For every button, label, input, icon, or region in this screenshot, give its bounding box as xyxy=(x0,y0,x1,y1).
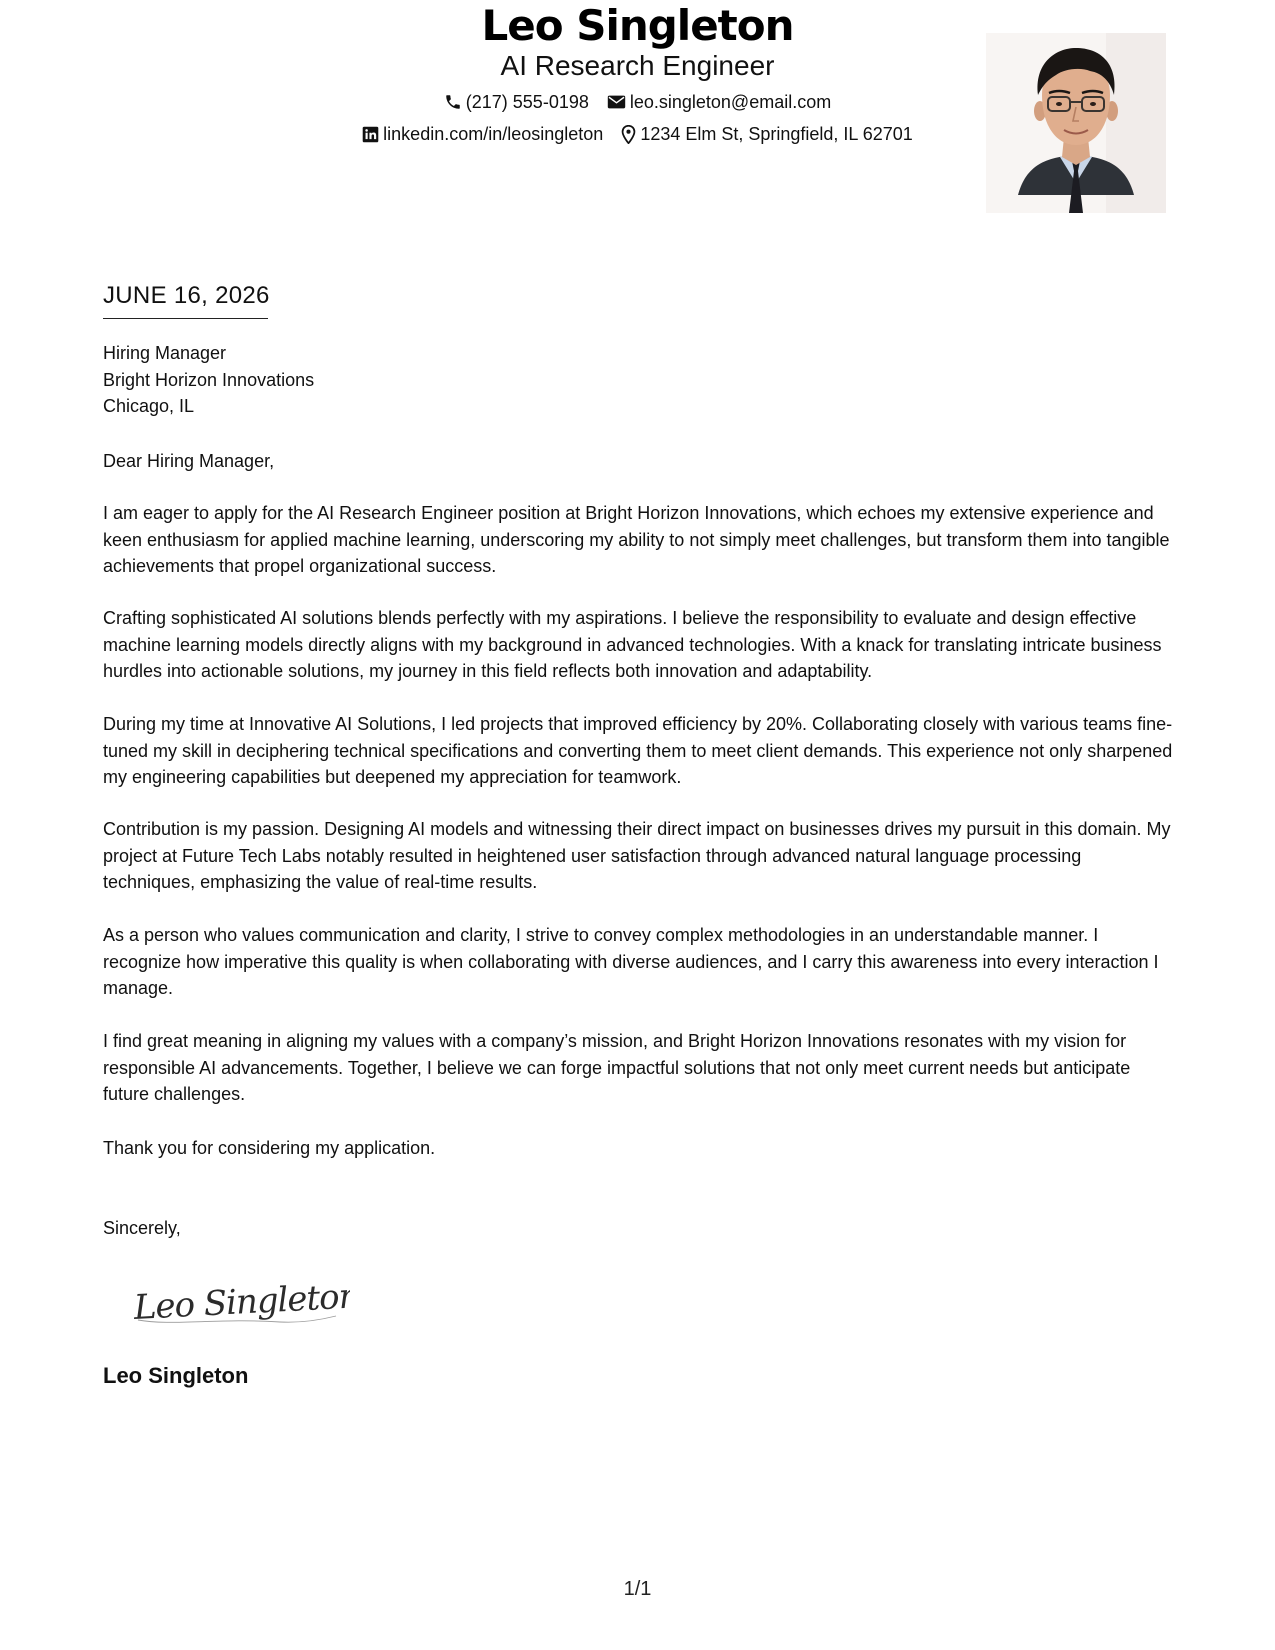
applicant-name: Leo Singleton xyxy=(481,1,794,50)
recipient-block xyxy=(103,340,314,420)
recipient-line: Chicago, IL xyxy=(103,396,195,416)
phone-icon xyxy=(444,93,462,111)
body-paragraph: I find great meaning in aligning my values with a company’s mission, and Bright Horizon Innovations resonates with my vision for responsible AI advancements. Together, I believe we can forge impactful solutions that not only meet current needs but anticipate future challenges. xyxy=(103,1031,1131,1104)
body-paragraph: Crafting sophisticated AI solutions blends perfectly with my aspirations. I believe the responsibility to evaluate and design effective machine learning models directly aligns with my background in advanced technologies. With a knack for translating intricate business hurdles into actionable solutions, my journey in this field reflects both innovation and adaptability. xyxy=(103,608,1162,681)
body-paragraph: During my time at Innovative AI Solutions, I led projects that improved efficiency by 20%. Collaborating closely with various teams fine-tuned my skill in deciphering technical specifications and converting them to meet client demands. This experience not only sharpened my engineering capabilities but deepened my appreciation for teamwork. xyxy=(103,714,1173,787)
page-number: 1/1 xyxy=(623,1578,652,1600)
contact-linkedin[interactable] xyxy=(362,122,603,146)
date-underline xyxy=(103,318,268,319)
contact-email[interactable] xyxy=(607,90,831,114)
letter-date: JUNE 16, 2026 xyxy=(103,282,270,309)
body-paragraph: Contribution is my passion. Designing AI models and witnessing their direct impact on businesses drives my pursuit in this domain. My project at Future Tech Labs notably resulted in heightened user satisfaction through advanced natural language processing techniques, emphasizing the value of real-time results. xyxy=(103,819,1171,892)
body-paragraph: I am eager to apply for the AI Research Engineer position at Bright Horizon Innovations, which echoes my extensive experience and keen enthusiasm for applied machine learning, underscoring my ability to not simply meet challenges, but transform them into tangible achievements that propel organizational success. xyxy=(103,503,1170,576)
email-address: leo.singleton@email.com xyxy=(629,92,832,112)
body-paragraph: As a person who values communication and clarity, I strive to convey complex methodologies in an understandable manner. I recognize how imperative this quality is when collaborating with diverse audiences, and I carry this awareness into every interaction I manage. xyxy=(103,925,1159,998)
salutation: Dear Hiring Manager, xyxy=(103,451,275,471)
recipient-line: Hiring Manager xyxy=(103,343,227,363)
signoff-name: Leo Singleton xyxy=(103,1363,249,1388)
street-address: 1234 Elm St, Springfield, IL 62701 xyxy=(640,124,913,144)
thank-you-line: Thank you for considering my application. xyxy=(103,1138,436,1158)
map-pin-icon xyxy=(621,125,636,144)
linkedin-url: linkedin.com/in/leosingleton xyxy=(383,124,604,144)
contact-address xyxy=(621,122,913,146)
recipient-line: Bright Horizon Innovations xyxy=(103,369,315,390)
handwritten-signature xyxy=(130,1268,350,1338)
profile-photo xyxy=(986,33,1166,213)
envelope-icon xyxy=(607,94,626,110)
applicant-title: AI Research Engineer xyxy=(500,50,775,81)
signature-text: Leo Singleton xyxy=(132,1276,350,1329)
phone-number: (217) 555-0198 xyxy=(465,92,589,112)
linkedin-icon xyxy=(362,126,379,143)
contact-phone[interactable] xyxy=(444,90,589,114)
closing: Sincerely, xyxy=(103,1218,181,1238)
